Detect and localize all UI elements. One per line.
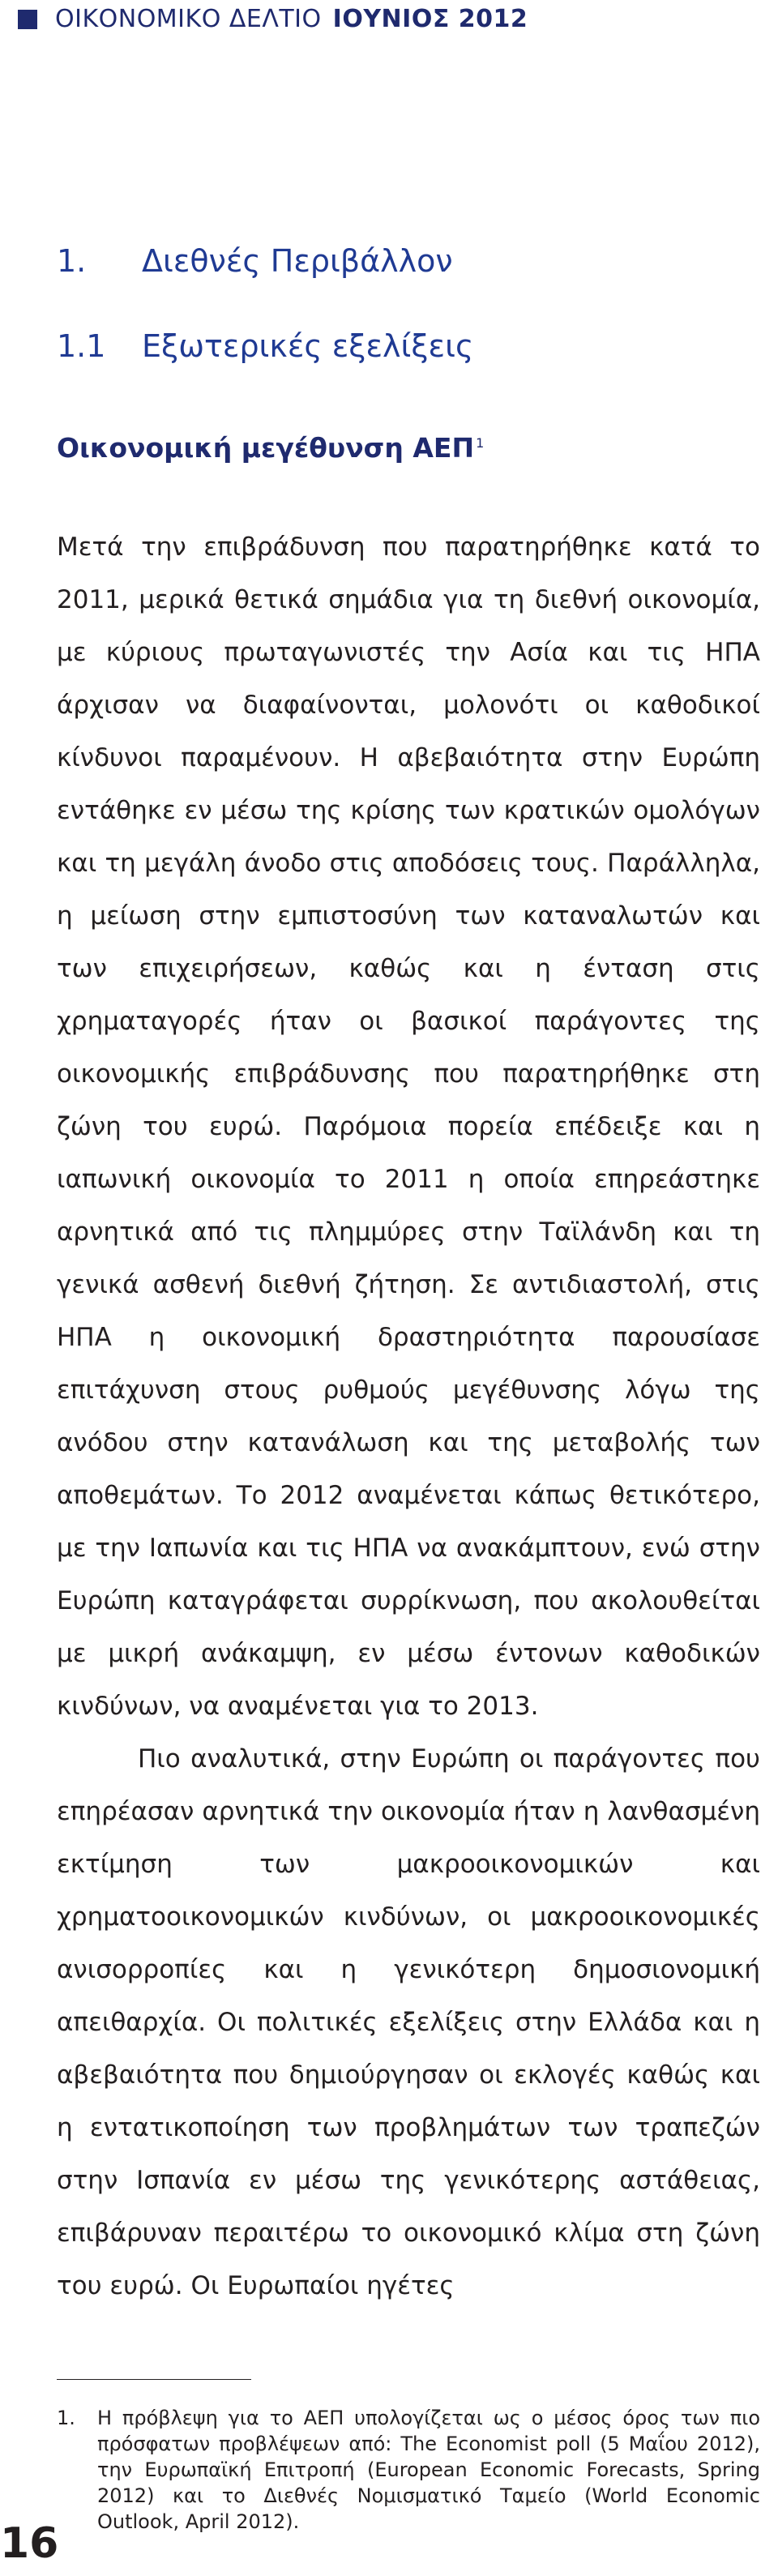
paragraph: Πιο αναλυτικά, στην Ευρώπη οι παράγοντες που επηρέασαν αρνητικά την οικονομία ήταν η λανθασμένη εκτίμηση των μακροοικονομικών και χρηματοοικονομικών κινδύνων, οι μακροοικονομικές ανισορροπίες και η γενικότερη δημοσιονομική απειθαρχία. Οι πολιτικές εξελίξεις στην Ελλάδα και η αβεβαιότητα που δημιούργησαν οι εκλογές καθώς και η εντατικοποίηση των προβλημάτων των τραπεζών στην Ισπανία εν μέσω της γενικότερης αστάθειας, επιβάρυναν περαιτέρω το οικονομικό κλίμα στη ζώνη του ευρώ. Οι Ευρωπαίοι ηγέτες (57, 1744, 760, 2300)
topic-title: Οικονομική μεγέθυνση ΑΕΠ (57, 432, 475, 464)
section-number: 1. (57, 243, 87, 279)
footnote (57, 2405, 760, 2535)
issue-date: ΙΟΥΝΙΟΣ 2012 (332, 5, 528, 33)
footnote-text: Η πρόβλεψη για το ΑΕΠ υπολογίζεται ως ο μέσος όρος των πιο πρόσφατων προβλέψεων από: The Economist poll (5 Μαΐου 2012), την Ευρωπαϊκή Επιτροπή (European Economic Forecasts, Spring 2012) και το Διεθνές Νομισματικό Ταμείο (World Economic Outlook, April 2012). (97, 2407, 760, 2533)
paragraph: Μετά την επιβράδυνση που παρατηρήθηκε κατά το 2011, μερικά θετικά σημάδια για τη διεθνή οικονομία, με κύριους πρωταγωνιστές την Ασία και τις ΗΠΑ άρχισαν να διαφαίνονται, μολονότι οι καθοδικοί κίνδυνοι παραμένουν. Η αβεβαιότητα στην Ευρώπη εντάθηκε εν μέσω της κρίσης των κρατικών ομολόγων και τη μεγάλη άνοδο στις αποδόσεις τους. Παράλληλα, η μείωση στην εμπιστοσύνη των καταναλωτών και των επιχειρήσεων, καθώς και η ένταση στις χρηματαγορές ήταν οι βασικοί παράγοντες της οικονομικής επιβράδυνσης που παρατηρήθηκε στη ζώνη του ευρώ. Παρόμοια πορεία επέδειξε και η ιαπωνική οικονομία το 2011 η οποία επηρεάστηκε αρνητικά από τις πλημμύρες στην Ταϊλάνδη και τη γενικά ασθενή διεθνή ζήτηση. Σε αντιδιαστολή, στις ΗΠΑ η οικονομική δραστηριότητα παρουσίασε επιτάχυνση στους ρυθμούς μεγέθυνσης λόγω της ανόδου στην κατανάλωση και της μεταβολής των αποθεμάτων. Το 2012 αναμένεται κάπως θετικότερο, με την Ιαπωνία και τις ΗΠΑ να ανακάμπτουν, ενώ στην Ευρώπη καταγράφεται συρρίκνωση, που ακολουθείται με μικρή ανάκαμψη, εν μέσω έντονων καθοδικών κινδύνων, να αναμένεται για το 2013. (57, 533, 760, 1721)
subsection-number: 1.1 (57, 328, 106, 364)
footnote-divider (57, 2379, 251, 2380)
footnote-number: 1. (57, 2407, 75, 2429)
section-title: Διεθνές Περιβάλλον (142, 243, 453, 279)
header-square-icon (18, 10, 37, 29)
subsection-title: Εξωτερικές εξελίξεις (142, 328, 474, 364)
footnote-reference: 1 (476, 435, 485, 451)
publication-title: ΟΙΚΟΝΟΜΙΚΟ ΔΕΛΤΙΟ (55, 5, 322, 33)
page-number: 16 (0, 2519, 59, 2568)
section-heading (57, 243, 453, 279)
topic-heading (57, 432, 484, 464)
subsection-heading (57, 328, 473, 364)
running-header (18, 5, 528, 33)
body-text (57, 521, 760, 2313)
